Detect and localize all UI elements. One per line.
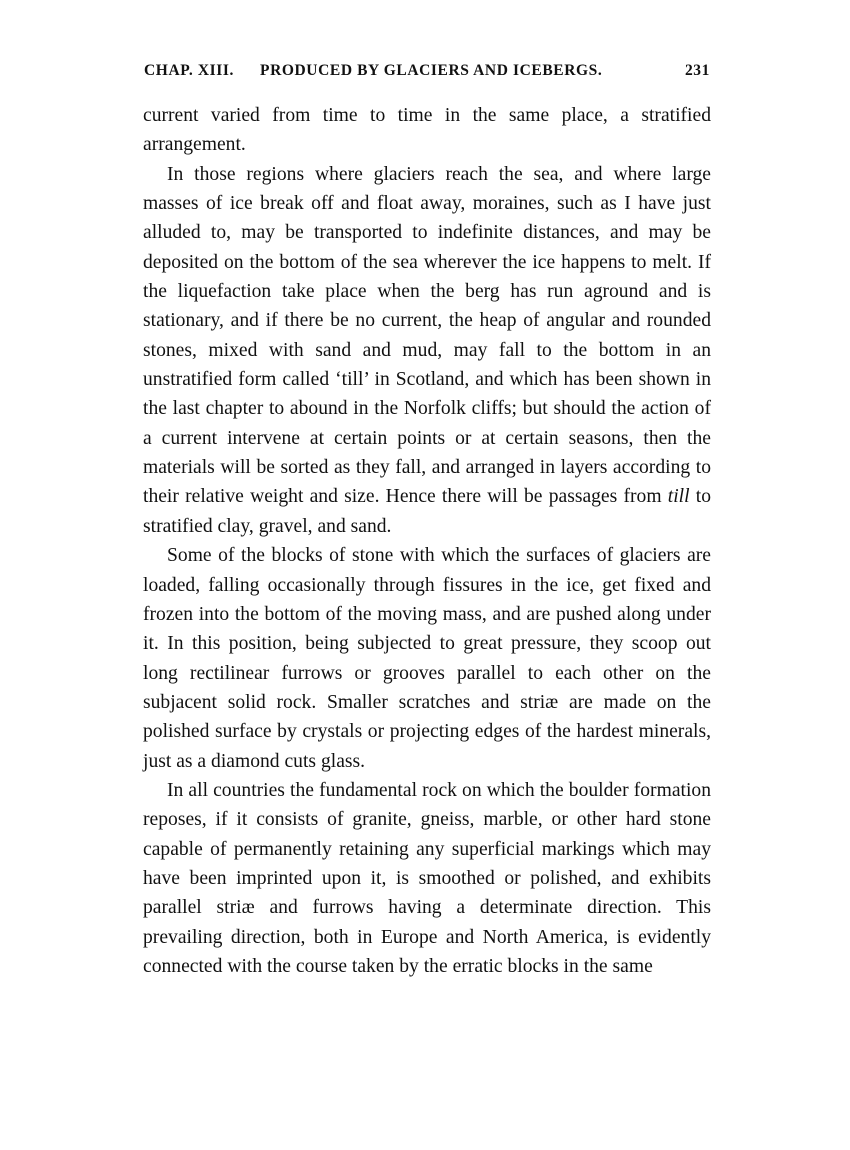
paragraph-2-italic-term: till [667, 486, 690, 508]
running-title: PRODUCED BY GLACIERS AND ICEBERGS. [260, 62, 603, 79]
paragraph-1: current varied from time to time in the same place, a stratified arrangement. [143, 105, 711, 156]
running-head [144, 62, 710, 84]
chapter-label: CHAP. XIII. [144, 62, 235, 79]
paragraph-4: In all countries the fundamental rock on which the boulder formation reposes, if it consists of granite, gneiss, marble, or other hard stone capable of permanently retaining any superficial markings which may have been imprinted upon it, is smoothed or polished, and exhibits parallel striæ and furrows having a determinate direction. This prevailing direction, both in Europe and North America, is evidently connected with the course taken by the erratic blocks in the same [143, 779, 711, 977]
body-text [143, 101, 711, 981]
page-number: 231 [684, 62, 710, 79]
paragraph-3: Some of the blocks of stone with which the surfaces of glaciers are loaded, falling occasionally through fissures in the ice, get fixed and frozen into the bottom of the moving mass, and are pushed along under it. In this position, being subjected to great pressure, they scoop out long rectilinear furrows or grooves parallel to each other on the subjacent solid rock. Smaller scratches and striæ are made on the polished surface by crystals or projecting edges of the hardest minerals, just as a diamond cuts glass. [143, 545, 711, 772]
paragraph-2 [143, 160, 711, 541]
paragraph-2-text-a: In those regions where glaciers reach the sea, and where large masses of ice break off and float away, moraines, such as I have just alluded to, may be transported to indefinite distances, and may be deposited on the bottom of the sea wherever the ice happens to melt. If the liquefaction take place when the berg has run aground and is stationary, and if there be no current, the heap of angular and rounded stones, mixed with sand and mud, may fall to the bottom in an unstratified form called ‘till’ in Scotland, and which has been shown in the last chapter to abound in the Norfolk cliffs; but should the action of a current intervene at certain points or at certain seasons, then the materials will be sorted as they fall, and arranged in layers according to their relative weight and size. Hence there will be passages from [143, 163, 711, 508]
paragraph-2-text-b: to stratified clay, gravel, and sand. [143, 486, 711, 537]
